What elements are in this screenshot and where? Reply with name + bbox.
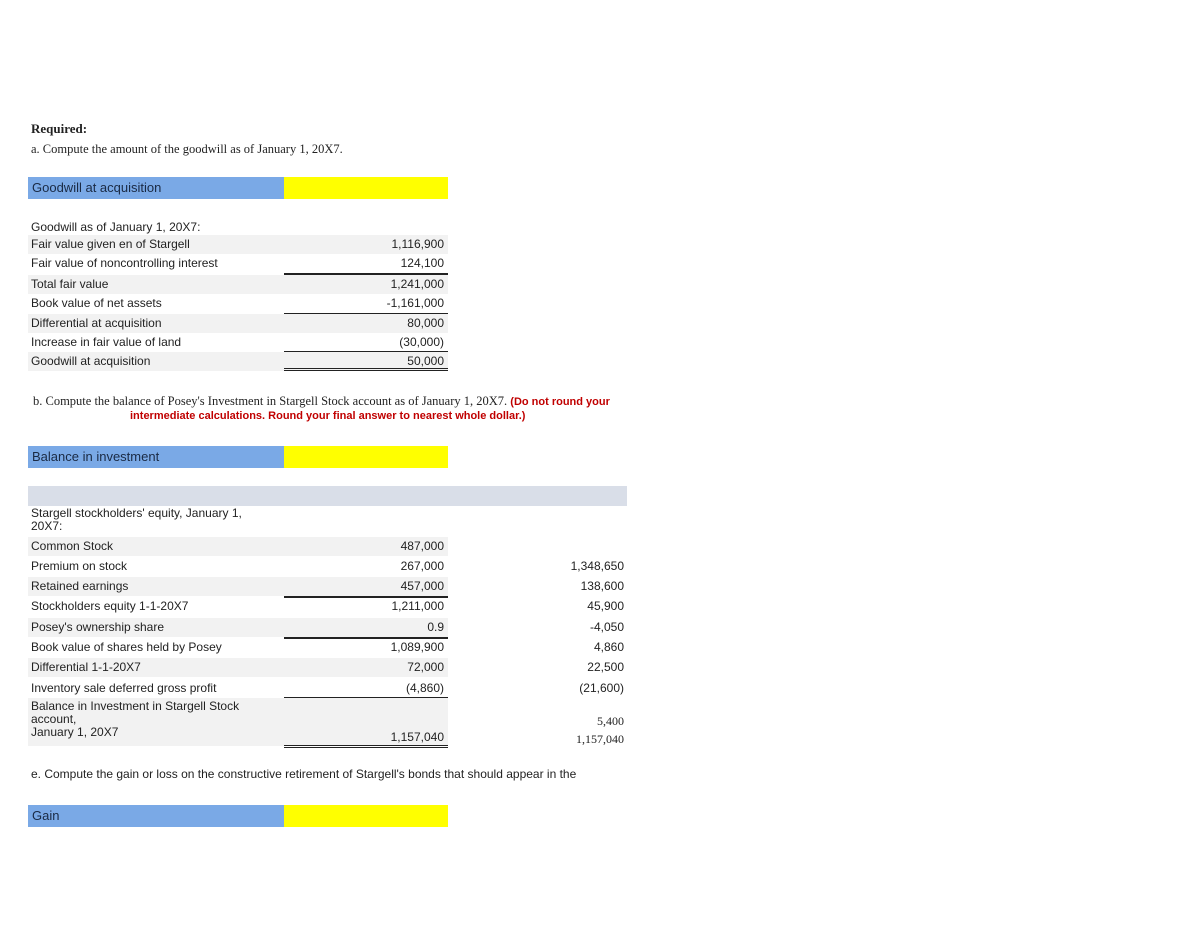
right-column-value: 45,900	[587, 599, 624, 613]
row-value: 1,089,900	[390, 640, 444, 654]
table-row	[28, 254, 448, 273]
table-row	[28, 658, 448, 677]
row-value: 487,000	[400, 539, 444, 553]
right-column-value: 5,400	[597, 714, 624, 728]
gain-bar-label: Gain	[28, 805, 284, 827]
right-column-value: 22,500	[587, 660, 624, 674]
row-value: 80,000	[407, 316, 444, 330]
question-e: e. Compute the gain or loss on the constructive retirement of Stargell's bonds that should appear in the	[31, 767, 577, 781]
table-row	[28, 557, 448, 576]
row-label: Total fair value	[31, 277, 109, 291]
row-value: 1,211,000	[391, 599, 444, 613]
row-value: 50,000	[407, 354, 444, 368]
row-value: 72,000	[407, 660, 444, 674]
double-underline	[284, 368, 448, 369]
question-b-text: b. Compute the balance of Posey's Investment in Stargell Stock account as of January 1, 20X7.	[33, 394, 508, 408]
goodwill-bar-label: Goodwill at acquisition	[28, 177, 284, 199]
gain-answer-cell[interactable]	[284, 805, 448, 827]
goodwill-answer-cell[interactable]	[284, 177, 448, 199]
double-underline	[284, 745, 448, 746]
final-label-line2: account,	[31, 712, 77, 726]
row-label: Differential 1-1-20X7	[31, 660, 141, 674]
question-b	[33, 394, 610, 409]
row-label: Common Stock	[31, 539, 114, 553]
table-row	[28, 618, 448, 637]
row-value: (30,000)	[399, 335, 444, 349]
final-balance-value: 1,157,040	[390, 730, 444, 744]
final-label-line1: Balance in Investment in Stargell Stock	[31, 699, 240, 713]
table-row	[28, 314, 448, 333]
row-label: Posey's ownership share	[31, 620, 165, 634]
row-label: Inventory sale deferred gross profit	[31, 681, 217, 695]
required-heading: Required:	[31, 121, 88, 136]
right-column-value: 4,860	[593, 640, 624, 654]
row-label: Retained earnings	[31, 579, 129, 593]
right-column-value: 1,157,040	[576, 732, 624, 746]
row-label: Stockholders equity 1-1-20X7	[31, 599, 189, 613]
row-label: Goodwill at acquisition	[31, 354, 151, 368]
row-label: Book value of net assets	[31, 296, 162, 310]
goodwill-heading: Goodwill as of January 1, 20X7:	[31, 220, 201, 234]
row-label: Fair value given en of Stargell	[31, 237, 190, 251]
balance-bar-label: Balance in investment	[28, 446, 284, 468]
table-row	[28, 333, 448, 352]
row-value: 1,116,900	[391, 237, 444, 251]
table-row	[28, 638, 448, 657]
double-underline	[284, 747, 448, 748]
final-balance-label	[31, 700, 239, 739]
table-row	[28, 294, 448, 313]
row-label: Premium on stock	[31, 559, 128, 573]
right-column-value: (21,600)	[579, 681, 624, 695]
equity-heading-line1: Stargell stockholders' equity, January 1,	[31, 506, 242, 520]
table-row	[28, 537, 448, 556]
row-value: 267,000	[400, 559, 444, 573]
gray-band	[28, 486, 627, 506]
right-column-value: 138,600	[580, 579, 624, 593]
row-label: Increase in fair value of land	[31, 335, 182, 349]
instruction-red-1: (Do not round your	[510, 396, 610, 408]
row-label: Differential at acquisition	[31, 316, 162, 330]
row-value: 0.9	[427, 620, 444, 634]
row-label: Book value of shares held by Posey	[31, 640, 222, 654]
row-value: 124,100	[400, 256, 444, 270]
table-row	[28, 597, 448, 616]
table-row	[28, 275, 448, 294]
equity-heading-line2: 20X7:	[31, 519, 63, 533]
row-value: -1,161,000	[386, 296, 444, 310]
row-value: 1,241,000	[390, 277, 444, 291]
balance-answer-cell[interactable]	[284, 446, 448, 468]
question-a: a. Compute the amount of the goodwill as of January 1, 20X7.	[31, 142, 343, 156]
instruction-red-2: intermediate calculations. Round your final answer to nearest whole dollar.)	[130, 410, 526, 422]
row-value: 457,000	[400, 579, 444, 593]
row-value: (4,860)	[405, 681, 444, 695]
table-row	[28, 679, 448, 698]
table-row	[28, 235, 448, 254]
right-column-value: 1,348,650	[570, 559, 624, 573]
table-row	[28, 577, 448, 596]
right-column-value: -4,050	[589, 620, 624, 634]
double-underline	[284, 370, 448, 371]
row-label: Fair value of noncontrolling interest	[31, 256, 218, 270]
final-label-line3: January 1, 20X7	[31, 725, 119, 739]
equity-heading	[31, 507, 242, 533]
